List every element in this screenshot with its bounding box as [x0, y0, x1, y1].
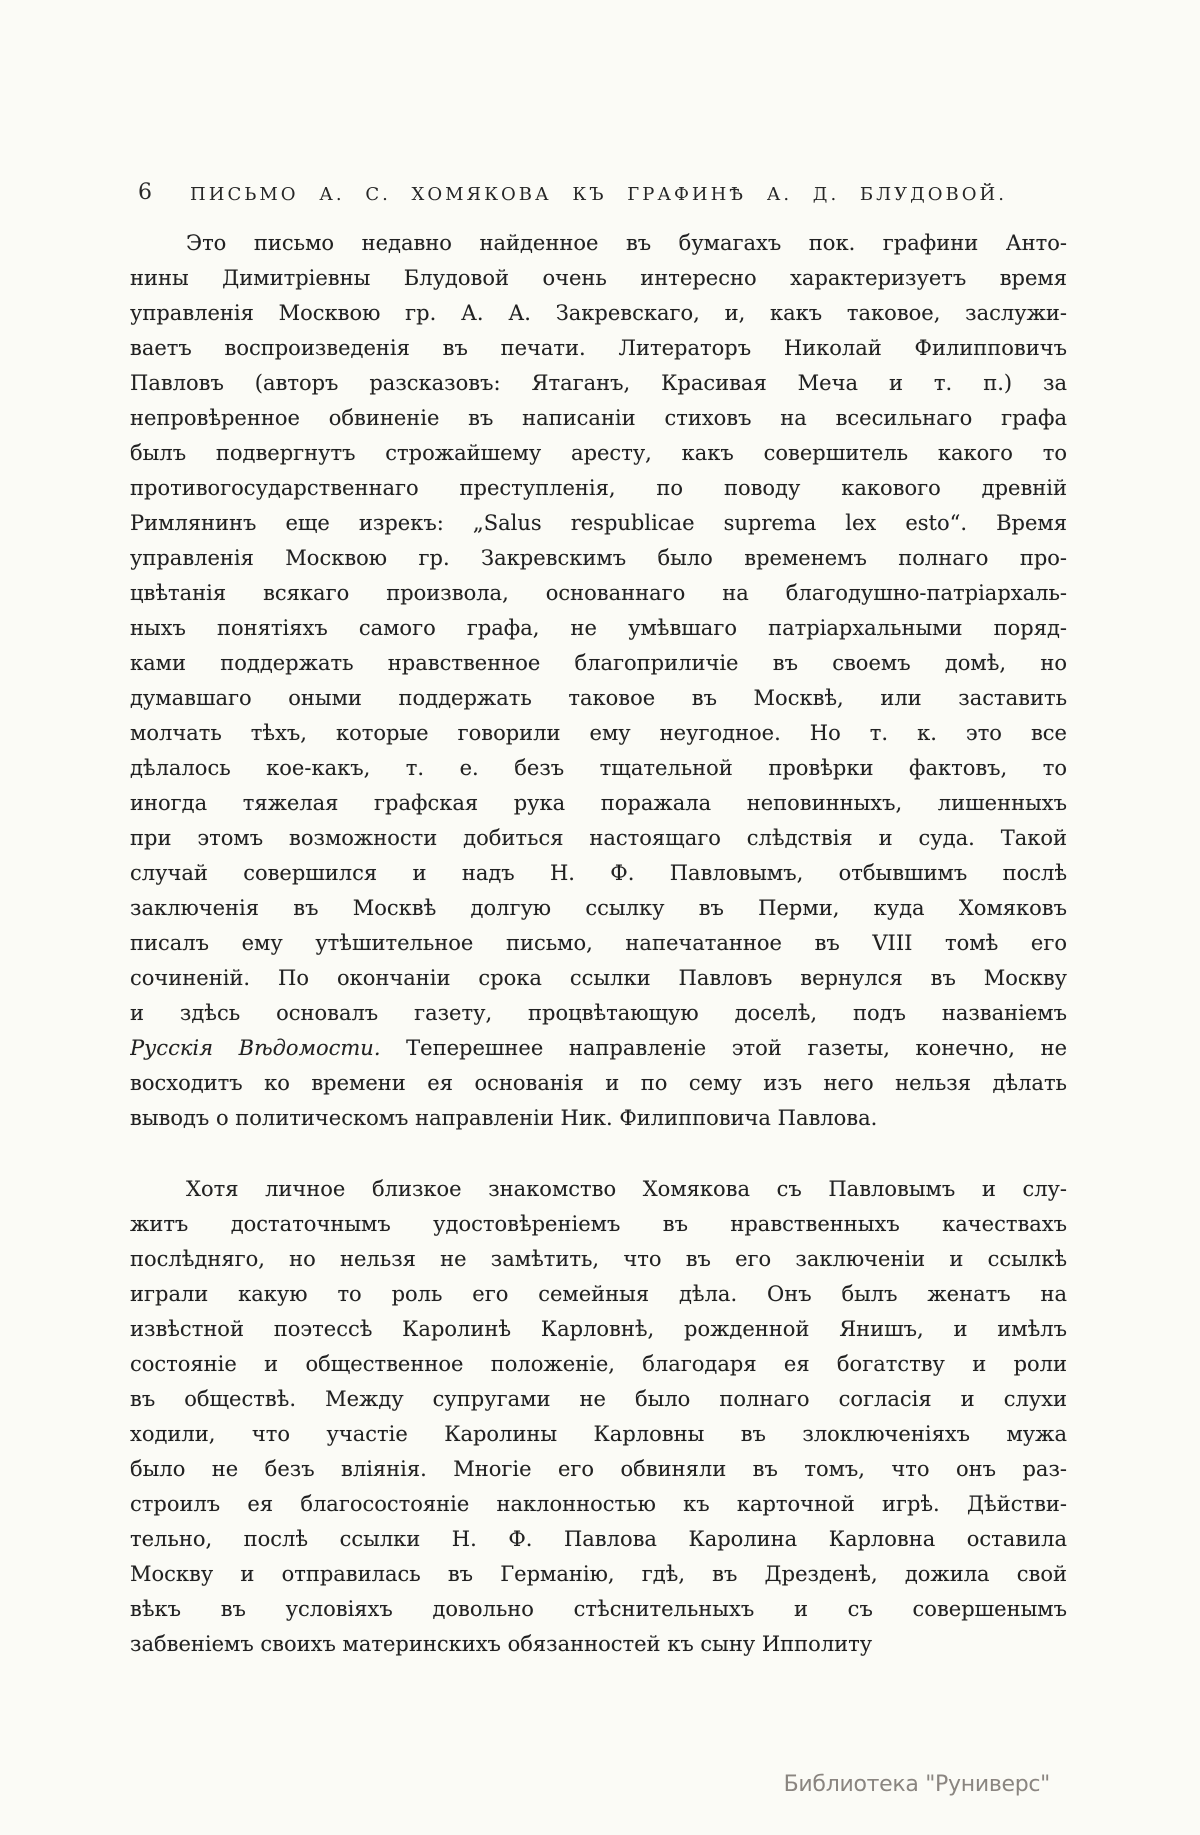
- text-line: думавшаго оными поддержать таковое въ Москвѣ, или заставить: [130, 686, 1067, 710]
- text-line: Павловъ (авторъ разсказовъ: Ятаганъ, Красивая Меча и т. п.) за: [130, 371, 1067, 395]
- text-line: случай совершился и надъ Н. Ф. Павловымъ, отбывшимъ послѣ: [130, 861, 1067, 885]
- text-line: нины Димитріевны Блудовой очень интересно характеризуетъ время: [130, 266, 1067, 290]
- text-line: Это письмо недавно найденное въ бумагахъ пок. графини Анто-: [186, 231, 1067, 255]
- text-line: въ обществѣ. Между супругами не было полнаго согласія и слухи: [130, 1387, 1067, 1411]
- text-line: восходитъ ко времени ея основанія и по сему изъ него нельзя дѣлать: [130, 1071, 1067, 1095]
- text-line: ками поддержать нравственное благоприличіе въ своемъ домѣ, но: [130, 651, 1067, 675]
- text-line: ваетъ воспроизведенія въ печати. Литераторъ Николай Филипповичъ: [130, 336, 1067, 360]
- text-line: ходили, что участіе Каролины Карловны въ злоключеніяхъ мужа: [130, 1422, 1067, 1446]
- text-line: дѣлалось кое-какъ, т. е. безъ тщательной провѣрки фактовъ, то: [130, 756, 1067, 780]
- text-line: тельно, послѣ ссылки Н. Ф. Павлова Каролина Карловна оставила: [130, 1527, 1067, 1551]
- text-line: забвеніемъ своихъ материнскихъ обязанностей къ сыну Ипполиту: [130, 1632, 873, 1656]
- text-line: житъ достаточнымъ удостовѣреніемъ въ нравственныхъ качествахъ: [130, 1212, 1067, 1236]
- italic-title-run: Русскія Вѣдомости.: [130, 1036, 381, 1060]
- text-line: непровѣренное обвиненіе въ написаніи стиховъ на всесильнаго графа: [130, 406, 1067, 430]
- library-watermark: Библиотека "Руниверс": [783, 1772, 1050, 1797]
- text-line: Хотя личное близкое знакомство Хомякова съ Павловымъ и слу-: [186, 1177, 1067, 1201]
- text-line: заключенія въ Москвѣ долгую ссылку въ Перми, куда Хомяковъ: [130, 896, 1067, 920]
- text-line: Москву и отправилась въ Германію, гдѣ, въ Дрезденѣ, дожила свой: [130, 1562, 1067, 1586]
- text-line: послѣдняго, но нельзя не замѣтить, что въ его заключеніи и ссылкѣ: [130, 1247, 1067, 1271]
- text-line: при этомъ возможности добиться настоящаго слѣдствія и суда. Такой: [130, 826, 1067, 850]
- text-line: строилъ ея благосостояніе наклонностью къ карточной игрѣ. Дѣйстви-: [130, 1492, 1067, 1516]
- paragraph-1: [130, 226, 1067, 1136]
- page-number: 6: [138, 180, 152, 205]
- text-line: Русскія Вѣдомости. Теперешнее направленіе этой газеты, конечно, не: [130, 1036, 1067, 1060]
- text-line: противогосударственнаго преступленія, по поводу какового древній: [130, 476, 1067, 500]
- text-line: состояніе и общественное положеніе, благодаря ея богатству и роли: [130, 1352, 1067, 1376]
- text-line: иногда тяжелая графская рука поражала неповинныхъ, лишенныхъ: [130, 791, 1067, 815]
- text-line: цвѣтанія всякаго произвола, основаннаго на благодушно-патріархаль-: [130, 581, 1067, 605]
- text-line: и здѣсь основалъ газету, процвѣтающую доселѣ, подъ названіемъ: [130, 1001, 1067, 1025]
- text-line: управленія Москвою гр. А. А. Закревскаго, и, какъ таковое, заслужи-: [130, 301, 1067, 325]
- text-line: ныхъ понятіяхъ самого графа, не умѣвшаго патріархальными поряд-: [130, 616, 1067, 640]
- text-line: вѣкъ въ условіяхъ довольно стѣснительныхъ и съ совершенымъ: [130, 1597, 1067, 1621]
- text-line: молчать тѣхъ, которые говорили ему неугодное. Но т. к. это все: [130, 721, 1067, 745]
- text-line: управленія Москвою гр. Закревскимъ было временемъ полнаго про-: [130, 546, 1067, 570]
- text-line: извѣстной поэтессѣ Каролинѣ Карловнѣ, рожденной Янишъ, и имѣлъ: [130, 1317, 1067, 1341]
- text-line: писалъ ему утѣшительное письмо, напечатанное въ VIII томѣ его: [130, 931, 1067, 955]
- running-header-title: ПИСЬМО А. С. ХОМЯКОВА КЪ ГРАФИНѢ А. Д. БЛУДОВОЙ.: [190, 184, 1007, 205]
- text-line: Римлянинъ еще изрекъ: „Salus respublicae suprema lex esto“. Время: [130, 511, 1067, 535]
- paragraph-2: [130, 1172, 1067, 1662]
- text-line: выводъ о политическомъ направленіи Ник. Филипповича Павлова.: [130, 1106, 878, 1130]
- text-line: былъ подвергнутъ строжайшему аресту, какъ совершитель какого то: [130, 441, 1067, 465]
- text-line: сочиненій. По окончаніи срока ссылки Павловъ вернулся въ Москву: [130, 966, 1067, 990]
- text-line: было не безъ вліянія. Многіе его обвиняли въ томъ, что онъ раз-: [130, 1457, 1067, 1481]
- text-line: играли какую то роль его семейныя дѣла. Онъ былъ женатъ на: [130, 1282, 1067, 1306]
